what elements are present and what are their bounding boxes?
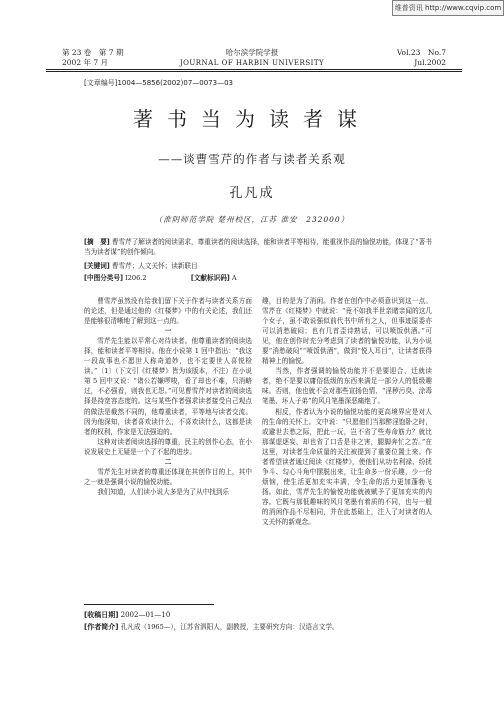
abstract-text: 曹雪芹了解读者的阅读需求，尊重读者的阅读选择，能和读者平等相待，能重视作品的愉悦功能，体现了“著书当为读者谋”的创作倾向。 — [84, 238, 432, 256]
paragraph: 我们知道，人们读小说大多是为了从中找到乐 — [97, 487, 230, 496]
paragraph: 这种对读者阅读选择的尊重，民主的创作心态，在小说发展史上无疑是一个了不起的进步。 — [84, 437, 252, 456]
header-journal-en: JOURNAL OF HARBIN UNIVERSITY — [179, 59, 325, 67]
intro-paragraph: 曹雪芹虽然没有给我们留下关于作者与读者关系方面的论述，但是通过他的《红楼梦》中的有关论述，我们还是能够很清晰地了解到这一点的。 — [84, 297, 252, 326]
header-volume-en: Vol.23 No.7 — [396, 48, 446, 57]
paragraph: 趣，目的是为了消闲。作者在创作中必须意识到这一点。雪芹在《红楼梦》中就说：“竟不如我半世亲睹亲闻的这几个女子，虽不敢说强似前代书中所有之人，但事迹原委亦可以消愁破闷；也有几首歪诗熟话，可以喷饭供酒。”可见，他在创作时充分考虑到了读者的愉悦功能，认为小说要“消愁破闷”“喷饭供酒”，做到“悦人耳目”，让读者获得精神上的愉悦。 — [262, 297, 432, 366]
paragraph: 雪芹先生对读者的尊重还体现在其创作目的上，其中之一就是强调小说的愉悦功能。 — [84, 467, 252, 486]
keywords-label: [关键词] — [84, 262, 110, 270]
section-heading-1: 一 — [164, 327, 172, 336]
footnote-rule — [84, 604, 214, 605]
bio-value: 孔凡成（1965—），江苏省泗阳人，副教授，主要研究方向：汉语言文学。 — [120, 623, 339, 631]
classification — [84, 274, 434, 284]
author-affiliation: （淮阴师范学院 楚州校区，江苏 淮安 232000） — [154, 215, 350, 224]
keywords-text: 曹雪芹；人文关怀；读新联目 — [111, 262, 198, 270]
header-journal-cn: 哈尔滨学院学报 — [225, 48, 279, 57]
header-rule-thin — [46, 71, 462, 72]
header-rule — [46, 69, 462, 70]
header-volume: 第 23 卷 第 7 期 — [62, 48, 124, 57]
paper-title: 著书当为读者谋 — [133, 107, 371, 131]
received-date — [84, 610, 434, 621]
header-date: 2002 年 7 月 — [62, 58, 109, 67]
header-date-en: Jul.2002 — [414, 58, 446, 67]
author-bio — [84, 622, 434, 633]
keywords — [84, 262, 434, 272]
abstract-label: [摘 要] — [84, 238, 110, 246]
author-name: 孔凡成 — [229, 186, 275, 201]
left-column — [84, 296, 252, 497]
doc-code-value: A — [231, 274, 237, 282]
paragraph: 相反，作者认为小说的愉悦功能的更高境界应是对人的生命的关怀上。文中说：“只愿他们当那醉淫饱卧之时，或避世去愁之际，把此一玩，岂不省了些寿命筋力？就比那谋虚逐妄，却也省了口舌是非之害，腿脚奔忙之苦。”在这里，对读者生命质量的关注被提到了重要位置上来。作者希望读者通过阅读《红楼梦》，使他们从功名利禄、纷扰争斗、勾心斗角中摆脱出来，让生命多一份乐趣，少一份烦恼，使生活更加充实丰满，令生命的活力更加蓬勃飞扬。如此，雪芹先生的愉悦功能就被赋予了更加充实的内容。它既与那低趣味的风月笔墨有着质的不同，也与一般的消闲作品不尽相同，并在此基础上，注入了对读者的人文关怀的新观念。 — [262, 407, 432, 527]
clc-value: I206.2 — [125, 274, 147, 282]
paper-subtitle: ——谈曹雪芹的作者与读者关系观 — [158, 152, 346, 166]
received-label: [收稿日期] — [84, 611, 119, 619]
received-value: 2002—01—10 — [120, 611, 171, 619]
article-number: [文章编号]1004—5856(2002)07—0073—03 — [84, 79, 233, 87]
doc-code-label: [文献标识码] — [190, 274, 230, 282]
right-column — [262, 296, 432, 527]
paragraph: 当然，作者强调的愉悦功能并不是要迎合、迁就读者，绝不是要以庸俗低级的东西来满足一部分人的低级趣味。否则，他也就不会对那些宣扬色情、“淫秽污臭、涂毒笔墨、坏人子弟”的风月笔墨深恶痛绝了。 — [262, 367, 432, 406]
bio-label: [作者简介] — [84, 623, 119, 631]
abstract — [84, 238, 434, 257]
paragraph: 雪芹先生能以平常心对待读者。他尊重读者的阅读选择，能和读者平等相待。他在小说第 1 回中指出：“我这一段故事也不愿世人称奇道妙，也不定要世人喜悦检读。”〔1〕（下文引《红楼梦》皆为该版本，不注）在小说第 5 回中又说：“诸公若嫌啰唆，看了却也不难，只消略过，不必强看，则我也无怨。”可见曹雪芹对读者的阅读选择是持宽容态度的。这与某些作者强求读者接受自己观点的做法是截然不同的，他尊重读者，平等地与读者交流。因为他深知，读者喜欢读什么，不喜欢读什么，这都是读者的权利，作家是无法强迫的。 — [84, 337, 252, 436]
watermark: 维普资讯 http://www.cqvip.com — [392, 0, 504, 16]
clc-label: [中图分类号] — [84, 274, 123, 282]
section-heading-2: 二 — [164, 457, 172, 466]
